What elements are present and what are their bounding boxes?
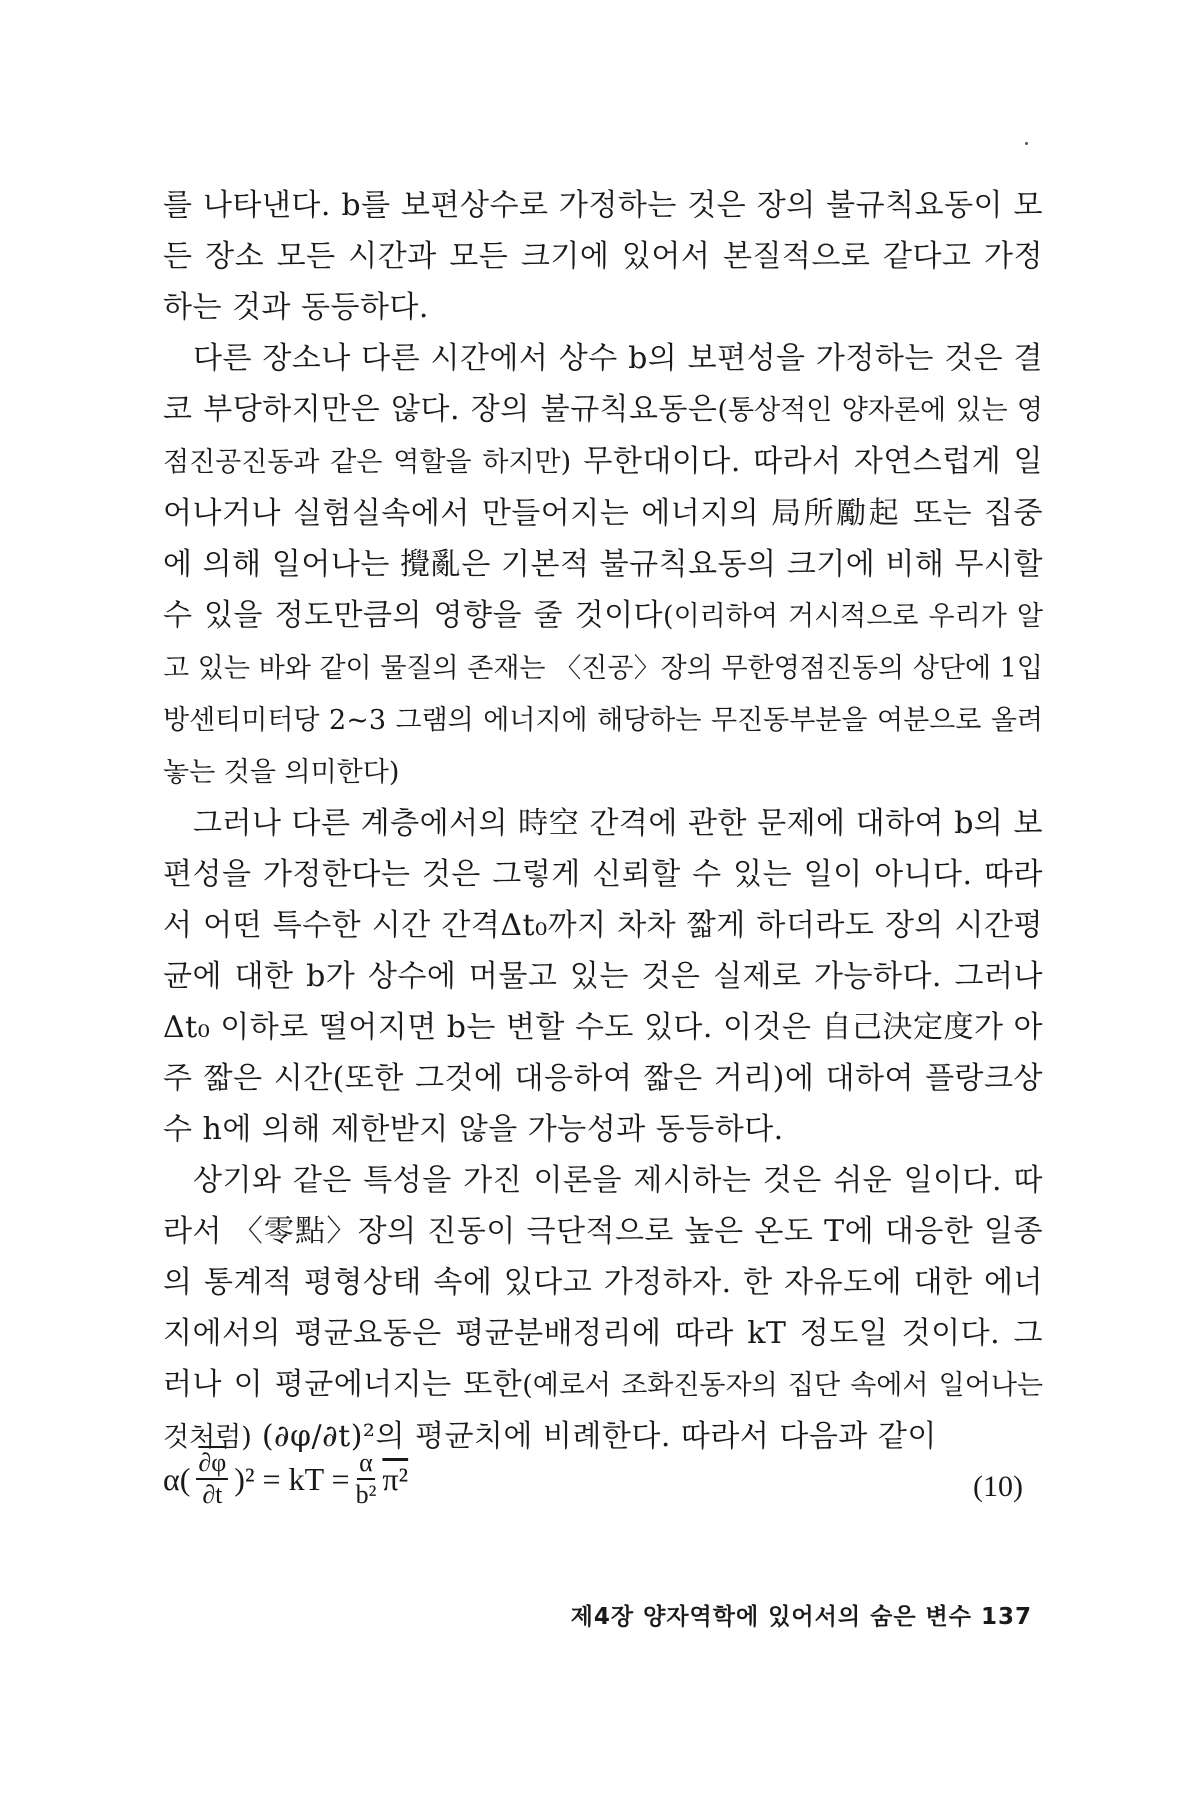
paragraph-2-aside-1: (통상적인 양자론에 있는 영점진공진동과 같은 역할을 하지만): [163, 395, 1043, 478]
equation-number: (10): [973, 1470, 1023, 1503]
eq-rhs-numerator: α: [357, 1450, 375, 1480]
equation-10: [163, 1450, 1043, 1540]
paragraph-4: [163, 1155, 1043, 1463]
eq-alpha: α(: [163, 1460, 191, 1497]
eq-denominator: ∂t: [202, 1480, 223, 1509]
eq-rhs-denominator: b²: [355, 1480, 377, 1509]
equation-body: [163, 1450, 408, 1508]
body-text: [163, 180, 1043, 1463]
eq-partial-fraction: [196, 1450, 228, 1508]
eq-pi-squared: π²: [382, 1460, 409, 1497]
paragraph-4-main: 상기와 같은 특성을 가진 이론을 제시하는 것은 쉬운 일이다. 따라서 〈零點〉장의 진동이 극단적으로 높은 온도 T에 대응한 일종의 통계적 평형상태 속에 있다고 가정하자. 한 자유도에 대한 에너지에서의 평균요동은 평균분배정리에 따라 kT 정도일 것이다. 그러나 이 평균에너지는 또한: [163, 1163, 1043, 1402]
paragraph-2-main-2: 무한대이다. 따라서 자연스럽게 일어나거나 실험실속에서 만들어지는 에너지의 局所勵起 또는 집중에 의해 일어나는 攪亂은 기본적 불규칙요동의 크기에 비해 무시할 수 있을 정도만큼의 영향을 줄 것이다: [163, 444, 1043, 633]
eq-middle: )² = kT =: [234, 1460, 350, 1497]
paragraph-3: 그러나 다른 계층에서의 時空 간격에 관한 문제에 대하여 b의 보편성을 가정한다는 것은 그렇게 신뢰할 수 있는 일이 아니다. 따라서 어떤 특수한 시간 간격Δt₀까지 차차 짧게 하더라도 장의 시간평균에 대한 b가 상수에 머물고 있는 것은 실제로 가능하다. 그러나 Δt₀ 이하로 떨어지면 b는 변할 수도 있다. 이것은 自己決定度가 아주 짧은 시간(또한 그것에 대응하여 짧은 거리)에 대하여 플랑크상수 h에 의해 제한받지 않을 가능성과 동등하다.: [163, 806, 1043, 1147]
paragraph-2-aside-2: (이리하여 거시적으로 우리가 알고 있는 바와 같이 물질의 존재는 〈진공〉장의 무한영점진동의 상단에 1입방센티미터당 2~3 그램의 에너지에 해당하는 무진동부분을 여분으로 올려 놓는 것을 의미한다): [163, 601, 1043, 788]
paragraph-1: 를 나타낸다. b를 보편상수로 가정하는 것은 장의 불규칙요동이 모든 장소 모든 시간과 모든 크기에 있어서 본질적으로 같다고 가정하는 것과 동등하다.: [163, 188, 1043, 325]
paragraph-4-aside: (예로서 조화진동자의 집단 속에서 일어나는 것처럼): [163, 1370, 1043, 1453]
paragraph-2: [163, 333, 1043, 798]
eq-rhs-fraction: [356, 1450, 377, 1508]
eq-numerator: ∂φ: [196, 1450, 228, 1480]
paragraph-4-end: (∂φ/∂t)²의 평균치에 비례한다. 따라서 다음과 같이: [251, 1419, 937, 1454]
paragraph-2-main: 다른 장소나 다른 시간에서 상수 b의 보편성을 가정하는 것은 결코 부당하지만은 않다. 장의 불규칙요동은: [163, 341, 1043, 427]
stray-mark: [1025, 142, 1028, 145]
page-footer: 제4장 양자역학에 있어서의 숨은 변수 137: [570, 1604, 1032, 1630]
